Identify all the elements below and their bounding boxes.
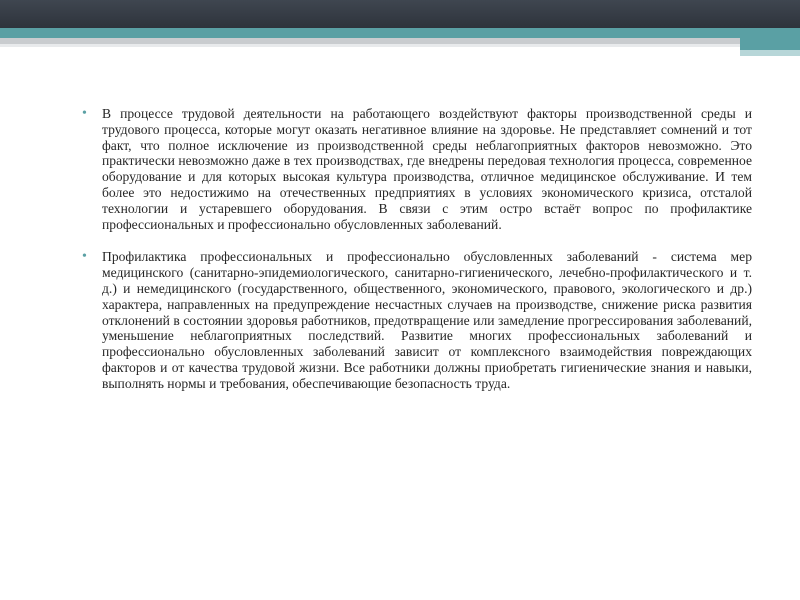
bullet-paragraph-2 [80, 249, 752, 391]
bullet-paragraph-1 [80, 106, 752, 232]
paragraph-text: В процессе трудовой деятельности на работающего воздействуют факторы производственной среды и трудового процесса, которые могут оказать негативное влияние на здоровье. Не представляет сомнений и тот факт, что полное исключение из производственной среды неблагоприятных факторов невозможно. Это практически невозможно даже в тех производствах, где внедрены передовая технология процесса, современное оборудование и для которых высокая культура производства, отличное медицинское обслуживание. И тем более это недостижимо на отечественных предприятиях в условиях экономического кризиса, отсталой технологии и устаревшего оборудования. В связи с этим остро встаёт вопрос по профилактике профессиональных и профессионально обусловленных заболеваний. [102, 106, 752, 232]
slide-header-bar [0, 0, 800, 28]
slide-body [80, 106, 752, 409]
slide-corner-accent-light [740, 50, 800, 56]
slide-header-underline [0, 44, 740, 47]
slide-header-accent-stripe [0, 28, 800, 38]
bullet-dot-icon: • [82, 249, 87, 265]
paragraph-text: Профилактика профессиональных и профессионально обусловленных заболеваний - система мер медицинского (санитарно-эпидемиологического, санитарно-гигиенического, лечебно-профилактического и т. д.) и немедицинского (государственного, общественного, экономического, правового, экологического и др.) характера, направленных на предупреждение несчастных случаев на производстве, снижение риска развития отклонений в состоянии здоровья работников, предотвращение или замедление прогрессирования заболеваний, уменьшение неблагоприятных последствий. Развитие многих профессиональных заболеваний и профессионально обусловленных заболеваний зависит от комплексного взаимодействия повреждающих факторов и от качества трудовой жизни. Все работники должны приобретать гигиенические знания и навыки, выполнять нормы и требования, обеспечивающие безопасность труда. [102, 249, 752, 391]
slide-corner-accent [740, 38, 800, 50]
bullet-dot-icon: • [82, 106, 87, 121]
